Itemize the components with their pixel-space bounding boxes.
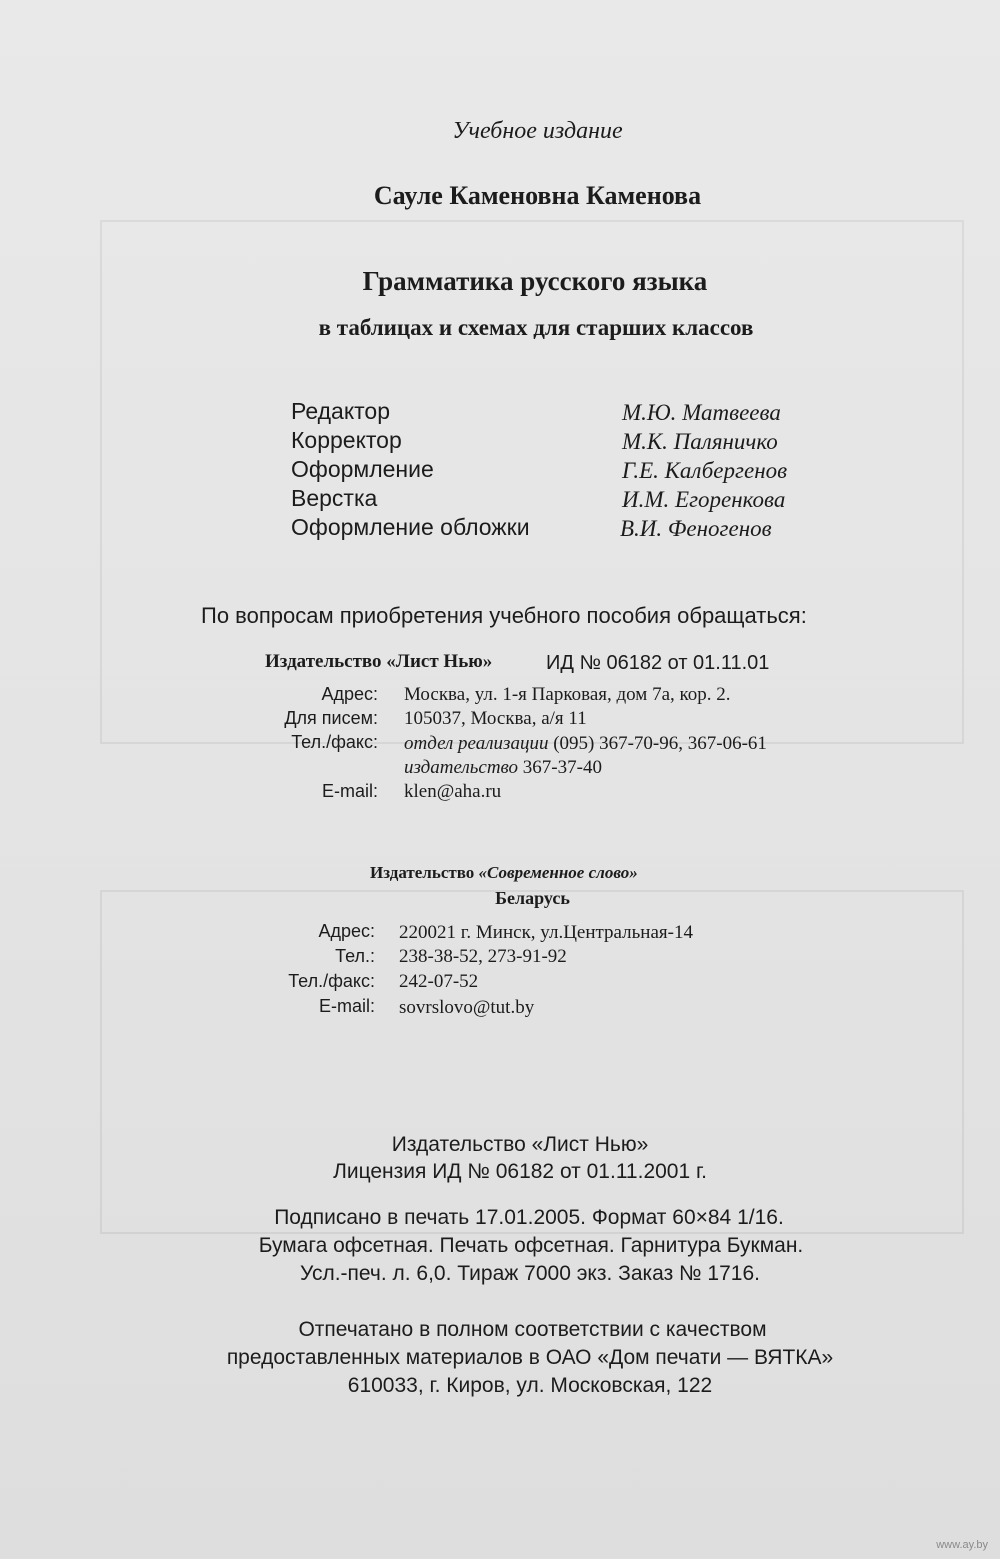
phone-dept-number: (095) 367-70-96, 367-06-61 bbox=[553, 733, 767, 754]
email-label: E-mail: bbox=[321, 781, 378, 801]
edition-type: Учебное издание bbox=[452, 118, 623, 144]
printer-line: Отпечатано в полном соответствии с качеством bbox=[298, 1318, 767, 1341]
book-title: Грамматика русского языка bbox=[362, 266, 708, 296]
publisher-name-italic: «Современное слово» bbox=[478, 863, 638, 882]
credit-role: Корректор bbox=[291, 427, 402, 453]
publisher-license: ИД № 06182 от 01.11.01 bbox=[546, 652, 770, 674]
credit-name: И.М. Егоренкова bbox=[622, 487, 786, 512]
address-label: Адрес: bbox=[321, 684, 378, 704]
credit-name: М.К. Паляничко bbox=[622, 429, 778, 454]
site-watermark: www.ay.by bbox=[936, 1539, 988, 1551]
mail-label: Для писем: bbox=[284, 708, 378, 728]
credit-name: Г.Е. Калбергенов bbox=[622, 458, 788, 483]
printer-line: предоставленных материалов в ОАО «Дом печати — ВЯТКА» bbox=[226, 1346, 834, 1369]
credit-role: Верстка bbox=[291, 485, 378, 511]
author-name: Сауле Каменовна Каменова bbox=[373, 181, 702, 210]
address-value: Москва, ул. 1-я Парковая, дом 7а, кор. 2. bbox=[404, 684, 731, 705]
credit-name: В.И. Феногенов bbox=[620, 516, 772, 541]
credit-role: Оформление bbox=[291, 456, 434, 482]
phone-pub-label: издательство bbox=[404, 757, 519, 778]
publisher-name bbox=[265, 651, 492, 673]
phone-value: 238-38-52, 273-91-92 bbox=[399, 946, 567, 967]
print-details-line: Подписано в печать 17.01.2005. Формат 60×84 1/16. bbox=[274, 1206, 784, 1229]
phone-dept-label: отдел реализации bbox=[404, 733, 549, 754]
phone-label: Тел./факс: bbox=[291, 732, 378, 752]
publisher-name-prefix: Издательство bbox=[370, 863, 475, 882]
credit-role: Редактор bbox=[291, 398, 391, 424]
credit-role: Оформление обложки bbox=[291, 514, 530, 540]
credit-name: М.Ю. Матвеева bbox=[622, 400, 781, 425]
mail-value: 105037, Москва, а/я 11 bbox=[404, 708, 587, 729]
phone-pub-number: 367-37-40 bbox=[522, 757, 602, 778]
phone-value-pub bbox=[404, 757, 602, 779]
phone-value-dept bbox=[404, 733, 767, 755]
imprint-license: Лицензия ИД № 06182 от 01.11.2001 г. bbox=[333, 1160, 707, 1183]
email-value: klen@aha.ru bbox=[404, 781, 502, 802]
contact-intro: По вопросам приобретения учебного пособия обращаться: bbox=[201, 603, 807, 628]
printer-line: 610033, г. Киров, ул. Московская, 122 bbox=[347, 1374, 713, 1397]
email-value: sovrslovo@tut.by bbox=[399, 997, 535, 1018]
book-subtitle: в таблицах и схемах для старших классов bbox=[318, 315, 754, 340]
address-value: 220021 г. Минск, ул.Центральная-14 bbox=[399, 922, 693, 943]
imprint-publisher: Издательство «Лист Нью» bbox=[391, 1133, 649, 1156]
publisher-country: Беларусь bbox=[495, 888, 570, 908]
fax-value: 242-07-52 bbox=[399, 971, 479, 992]
publisher-name bbox=[370, 863, 638, 883]
print-details-line: Усл.-печ. л. 6,0. Тираж 7000 экз. Заказ № 1716. bbox=[300, 1262, 760, 1285]
publisher-name-label: Издательство «Лист Нью» bbox=[265, 651, 493, 672]
email-label: E-mail: bbox=[318, 996, 375, 1016]
address-label: Адрес: bbox=[318, 921, 375, 941]
phone-label: Тел.: bbox=[335, 946, 375, 966]
print-details-line: Бумага офсетная. Печать офсетная. Гарнитура Букман. bbox=[258, 1234, 804, 1257]
fax-label: Тел./факс: bbox=[288, 971, 375, 991]
